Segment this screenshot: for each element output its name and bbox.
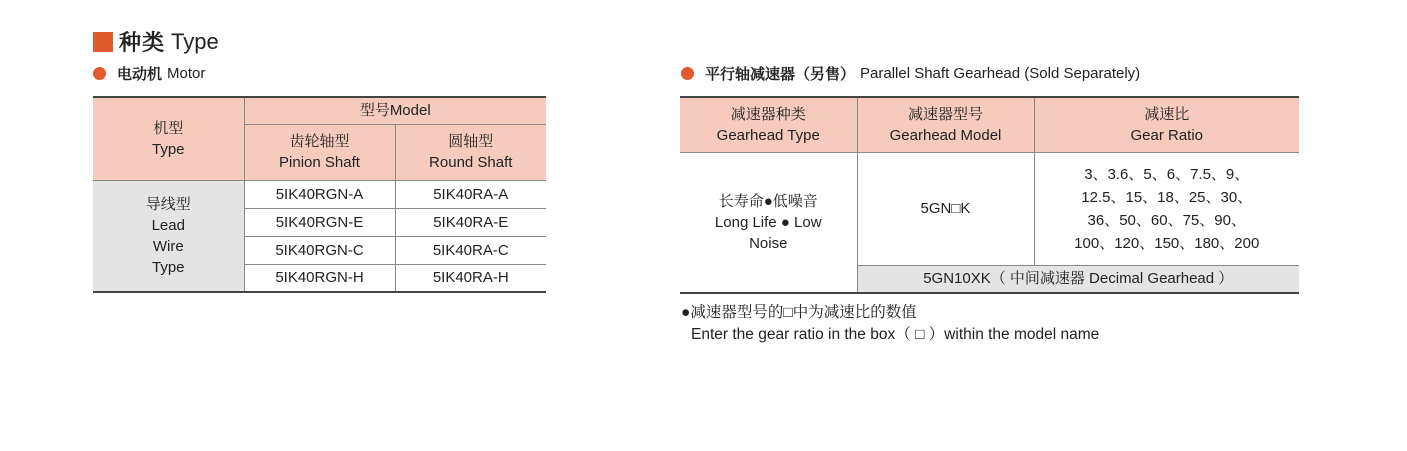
gearhead-table	[680, 96, 1299, 294]
gear-type-en-1: Long Life ● Low	[714, 213, 822, 231]
gear-model-cell: 5GN□K	[857, 152, 1034, 265]
gear-type-zh: 长寿命●低噪音	[718, 192, 818, 210]
motor-col-model: 型号Model	[244, 97, 546, 124]
title-square-icon	[93, 32, 113, 52]
motor-row-type-en-1: Lead	[151, 216, 185, 234]
gear-ratio-cell	[1034, 152, 1299, 265]
motor-round-cell: 5IK40RA-H	[395, 264, 546, 292]
gear-col-model	[857, 97, 1034, 152]
gearhead-subtitle	[681, 63, 1140, 84]
motor-round-cell: 5IK40RA-C	[395, 236, 546, 264]
motor-col-round	[395, 124, 546, 180]
bullet-dot-icon	[93, 67, 106, 80]
gear-type-en-2: Noise	[749, 234, 788, 252]
gear-col-type	[680, 97, 857, 152]
motor-row-type-zh: 导线型	[145, 195, 191, 213]
motor-subtitle-en: Motor	[167, 65, 206, 82]
gearhead-subtitle-zh: 平行轴减速器（另售）	[705, 66, 856, 83]
gear-ratio-note	[681, 302, 1099, 346]
motor-row-type	[93, 180, 244, 292]
motor-subtitle	[93, 63, 205, 84]
motor-col-type	[93, 97, 244, 180]
gear-col-ratio-en: Gear Ratio	[1130, 126, 1204, 144]
gear-col-ratio	[1034, 97, 1299, 152]
gear-ratio-line: 3、3.6、5、6、7.5、9、	[1084, 165, 1250, 183]
gear-col-model-zh: 减速器型号	[907, 105, 983, 123]
motor-col-round-en: Round Shaft	[429, 154, 513, 171]
motor-pinion-cell: 5IK40RGN-E	[244, 208, 395, 236]
motor-row-type-en-2: Wire	[152, 237, 184, 255]
gear-ratio-line: 100、120、150、180、200	[1074, 234, 1260, 252]
table-row	[680, 152, 1299, 265]
gear-col-model-en: Gearhead Model	[889, 126, 1002, 144]
gearhead-subtitle-en: Parallel Shaft Gearhead (Sold Separately)	[860, 65, 1141, 82]
motor-col-pinion-en: Pinion Shaft	[279, 154, 360, 171]
bullet-dot-icon	[681, 67, 694, 80]
gear-col-ratio-zh: 减速比	[1144, 105, 1190, 123]
note-en: Enter the gear ratio in the box（ □ ）within the model name	[691, 326, 1100, 343]
motor-col-pinion	[244, 124, 395, 180]
motor-pinion-cell: 5IK40RGN-A	[244, 180, 395, 208]
table-row	[93, 180, 546, 208]
gear-type-cell	[680, 152, 857, 293]
motor-col-round-zh: 圆轴型	[448, 133, 494, 150]
motor-row-type-en-3: Type	[151, 258, 185, 276]
motor-col-type-zh: 机型	[153, 119, 184, 137]
motor-col-type-en: Type	[151, 140, 185, 158]
motor-round-cell: 5IK40RA-A	[395, 180, 546, 208]
gear-ratio-line: 12.5、15、18、25、30、	[1081, 188, 1253, 206]
motor-round-cell: 5IK40RA-E	[395, 208, 546, 236]
motor-pinion-cell: 5IK40RGN-H	[244, 264, 395, 292]
section-title	[93, 26, 219, 57]
motor-table	[93, 96, 546, 293]
note-zh: ●减速器型号的□中为减速比的数值	[681, 304, 917, 321]
title-zh: 种类	[119, 30, 166, 55]
title-en: Type	[171, 28, 219, 54]
gear-decimal-cell: 5GN10XK（ 中间减速器 Decimal Gearhead ）	[857, 265, 1299, 293]
gear-col-type-zh: 减速器种类	[730, 105, 806, 123]
gear-ratio-line: 36、50、60、75、90、	[1087, 211, 1246, 229]
motor-subtitle-zh: 电动机	[117, 66, 163, 83]
gear-col-type-en: Gearhead Type	[716, 126, 820, 144]
motor-pinion-cell: 5IK40RGN-C	[244, 236, 395, 264]
motor-col-pinion-zh: 齿轮轴型	[289, 133, 350, 150]
